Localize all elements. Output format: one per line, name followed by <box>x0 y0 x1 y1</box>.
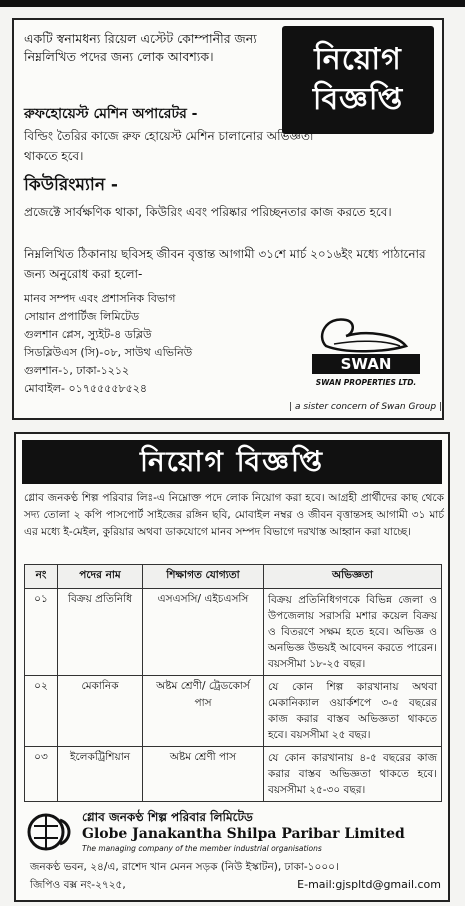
header-experience: অভিজ্ঞতা <box>264 565 442 589</box>
row-post: বিক্রয় প্রতিনিধি <box>58 589 143 676</box>
ad1-intro: একটি স্বনামধন্য রিয়েল এস্টেট কোম্পানীর জন্য নিম্নলিখিত পদের জন্য লোক আবশ্যক। <box>24 31 257 64</box>
header-education: শিক্ষাগত যোগ্যতা <box>143 565 264 589</box>
org-email[interactable]: E-mail:gjspltd@gmail.com <box>297 878 441 891</box>
table-row <box>25 676 442 747</box>
address-line: গুলশান-১, ঢাকা-১২১২ <box>24 364 130 377</box>
table-row <box>25 747 442 802</box>
globe-job-ad <box>14 432 450 902</box>
header-no: নং <box>25 565 58 589</box>
row-no: ০১ <box>25 589 58 676</box>
row-education: অষ্টম শ্রেণী পাস <box>143 747 264 802</box>
org-name-bangla: গ্লোব জনকণ্ঠ শিল্প পরিবার লিমিটেড <box>82 810 253 824</box>
position-roof-hoist-operator: রুফহোয়েস্ট মেশিন অপারেটর - <box>24 106 198 122</box>
ad2-title-banner: নিয়োগ বিজ্ঞপ্তি <box>22 440 442 484</box>
org-name-english: Globe Janakantha Shilpa Paribar Limited <box>82 826 405 842</box>
row-experience: যে কোন শিল্প কারখানায় অথবা মেকানিক্যাল ওয়ার্কশপে ৩-৫ বছরের কাজ করার বাস্তব অভিজ্ঞতা থাকতে হবে। বয়সসীমা ২৫ বছর। <box>264 676 442 747</box>
table-row <box>25 589 442 676</box>
position-curingman: কিউরিংম্যান - <box>24 175 118 195</box>
ad1-title-box <box>282 26 434 134</box>
swan-job-ad <box>12 18 444 420</box>
contact-address <box>24 290 304 398</box>
row-experience: যে কোন কারখানায় ৪-৫ বছরের কাজ করার বাস্তব অভিজ্ঞতা থাকতে হবে। বয়সসীমা ২৫-৩০ বছর। <box>264 747 442 802</box>
row-no: ০৩ <box>25 747 58 802</box>
address-line: সোয়ান প্রপার্টিজ লিমিটেড <box>24 310 140 323</box>
address-line: গুলশান প্লেস, স্যুইট-৪ ডব্লিউ <box>24 328 152 341</box>
mobile-number: মোবাইল- ০১৭৫৫৫৫৮৫২৪ <box>24 382 148 395</box>
swan-logo-subtitle: SWAN PROPERTIES LTD. <box>315 378 417 387</box>
sister-concern-note: | a sister concern of Swan Group | <box>289 402 442 412</box>
address-line: সিডব্লিউএস (সি)-০৮, সাউথ এভিনিউ <box>24 346 193 359</box>
globe-logo <box>26 812 76 852</box>
row-post: মেকানিক <box>58 676 143 747</box>
swan-logo <box>306 306 426 376</box>
ad1-title-line1: নিয়োগ <box>314 42 402 77</box>
org-address: জনকণ্ঠ ভবন, ২৪/এ, রাশেদ খান মেনন সড়ক (নিউ ইস্কাটন), ঢাকা-১০০০। <box>30 861 339 873</box>
org-tagline: The managing company of the member industrial organisations <box>82 844 322 853</box>
row-education: অষ্টম শ্রেণী/ ট্রেডকোর্স পাস <box>143 676 264 747</box>
jobs-table <box>24 564 442 802</box>
address-line: মানব সম্পদ এবং প্রশাসনিক বিভাগ <box>24 292 176 305</box>
position-curingman-desc: প্রজেক্টে সার্বক্ষণিক থাকা, কিউরিং এবং পরিষ্কার পরিচ্ছনতার কাজ করতে হবে। <box>24 205 392 219</box>
position-roof-hoist-desc: বিল্ডিং তৈরির কাজে রুফ হোয়েস্ট মেশিন চালানোর অভিজ্ঞতা থাকতে হবে। <box>24 129 314 163</box>
row-experience: বিক্রয় প্রতিনিধিগণকে বিভিন্ন জেলা ও উপজেলায় সরাসরি মশার কয়েল বিক্রয় ও বিতরণে সক্ষম হতে হবে। অভিজ্ঞ ও অনভিজ্ঞ উভয়ই আবেদন করতে পারেন। বয়সসীমা ১৮-২৫ বছর। <box>264 589 442 676</box>
ad1-title-line2: বিজ্ঞপ্তি <box>312 82 404 117</box>
ad2-body-text: গ্লোব জনকণ্ঠ শিল্প পরিবার লিঃ-এ নিম্নোক্ত পদে লোক নিয়োগ করা হবে। আগ্রহী প্রার্থীদের কাছ থেকে সদ্য তোলা ২ কপি পাসপোর্ট সাইজের রঙ্গিন ছবি, মোবাইল নম্বর ও জীবন বৃত্তান্তসহ আগামী ৩১ মার্চ এর মধ্যে ই-মেইল, কুরিয়ার অথবা ডাকযোগে মানব সম্পদ বিভাগে দরখাস্ত আহ্বান করা যাচ্ছে। <box>24 492 444 538</box>
org-po-box: জিপিও বক্স নং-২৭২৫, <box>30 879 126 891</box>
top-border-strip <box>0 0 465 7</box>
row-education: এসএসসি/ এইচএসসি <box>143 589 264 676</box>
header-post: পদের নাম <box>58 565 143 589</box>
apply-instructions: নিম্নলিখিত ঠিকানায় ছবিসহ জীবন বৃত্তান্ত আগামী ৩১শে মার্চ ২০১৬ইং মধ্যে পাঠানোর জন্য অনুরোধ করা হলো- <box>24 247 426 281</box>
row-no: ০২ <box>25 676 58 747</box>
table-header-row <box>25 565 442 589</box>
svg-text:SWAN: SWAN <box>340 355 392 373</box>
row-post: ইলেকট্রিশিয়ান <box>58 747 143 802</box>
